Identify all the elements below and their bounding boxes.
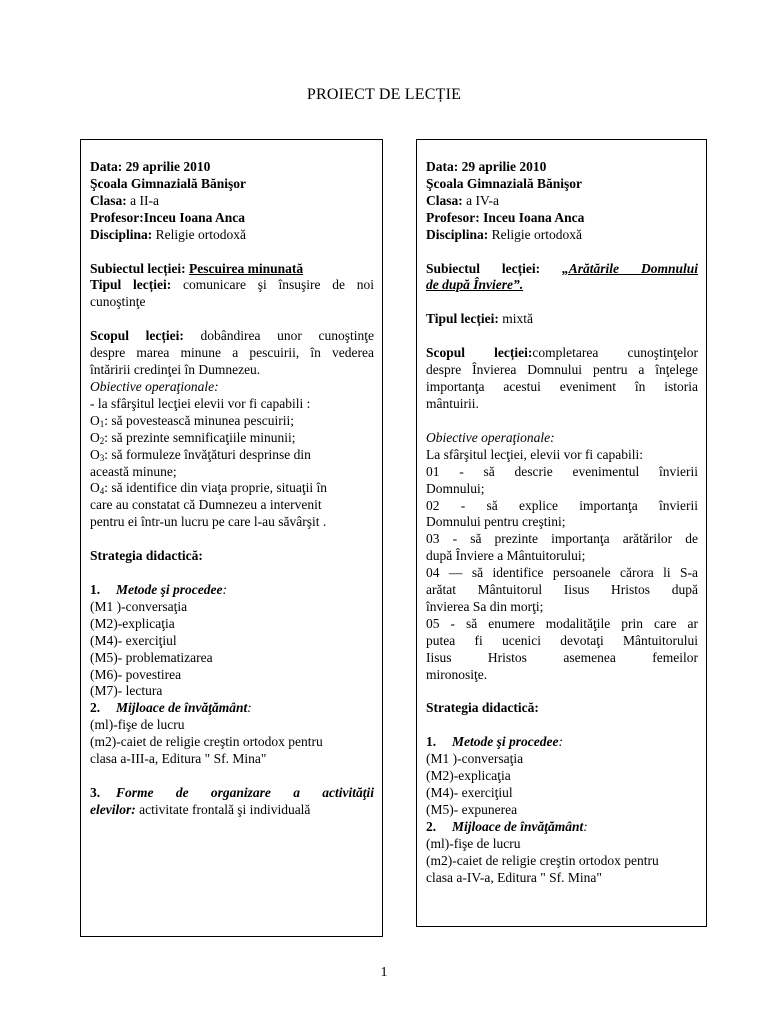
scope-line-3: întăririi credinţei în Dumnezeu. [90, 362, 261, 378]
subject-line: Subiectul lecției: Pescuirea minunată [90, 260, 304, 276]
discipline-line: Disciplina: Religie ortodoxă [90, 226, 246, 242]
lesson-plan-grade-2 [80, 139, 383, 937]
scope-line: Scopul lecției: dobândirea unor cunoştinţe [90, 328, 374, 344]
date-line: Data: 29 aprilie 2010 [90, 159, 211, 174]
means-item: (ml)-fişe de lucru [426, 835, 521, 851]
method-item: (M5)- expunerea [426, 802, 518, 817]
objective-o4: $O_4$: să identifice din viaţa proprie, situaţii în [90, 480, 327, 497]
objective-o1: $O_1$: să povestească minunea pescuirii; [90, 412, 294, 429]
type-line: Tipul lecției: comunicare şi însuşire de noi [90, 277, 375, 293]
strategy-heading: Strategia didactică: [90, 548, 203, 564]
means-item: clasa a-III-a, Editura " Sf. Mina" [90, 751, 267, 767]
school-line: Şcoala Gimnazială Bănişor [426, 175, 583, 191]
scope-line-3: importanţa acestui eveniment în istoria [426, 379, 698, 395]
teacher-line: Profesor:Inceu Ioana Anca [90, 209, 246, 225]
objectives-intro: - la sfârşitul lecţiei elevii vor fi capabili : [90, 395, 311, 411]
objectives-heading: Obiective operaţionale: [426, 429, 555, 445]
scope-line-4: mântuirii. [426, 395, 479, 411]
school-line: Şcoala Gimnazială Bănişor [90, 175, 247, 191]
discipline-line: Disciplina: Religie ortodoxă [426, 226, 582, 242]
objective-line: mironosiţe. [426, 666, 488, 682]
objective-line: 01 - să descrie evenimentul învierii [426, 463, 698, 479]
method-item: (M4)- exerciţiul [90, 632, 177, 648]
objective-o3: $O_3$: să formuleze învăţături desprinse din [90, 446, 311, 463]
objective-line: Iisus Hristos asemenea femeilor [426, 649, 698, 665]
method-item: (M2)-explicaţia [90, 615, 175, 631]
method-item: (M2)-explicaţia [426, 768, 511, 784]
subject-line-cont: de după Înviere”. [426, 277, 524, 293]
objective-line: 05 - să enumere modalităţile prin care ar [426, 615, 698, 631]
objective-o4-cont-2: pentru ei într-un lucru pe care l-au săvârşit . [90, 514, 327, 530]
objective-line: arătat Mântuitorul Iisus Hristos după [426, 582, 698, 598]
means-item: (m2)-caiet de religie creştin ortodox pentru [426, 852, 659, 868]
strategy-heading: Strategia didactică: [426, 700, 539, 716]
objectives-intro: La sfârşitul lecţiei, elevii vor fi capabili: [426, 446, 644, 462]
class-line: Clasa: a II-a [90, 192, 159, 208]
objective-o3-cont: această minune; [90, 463, 177, 479]
objective-line: învierea Sa din morţi; [426, 598, 544, 614]
objective-line: 03 - să prezinte importanţa arătărilor de [426, 531, 698, 547]
means-item: (m2)-caiet de religie creştin ortodox pentru [90, 734, 323, 750]
scope-line-2: despre marea minune a pescuirii, în vederea [90, 345, 374, 361]
method-item: (M6)- povestirea [90, 666, 182, 682]
objective-line: Domnului; [426, 480, 485, 496]
method-item: (M4)- exerciţiul [426, 785, 513, 801]
means-heading: 2. Mijloace de învăţământ: [426, 818, 588, 834]
method-item: (M1 )-conversaţia [90, 598, 188, 614]
objective-o2: $O_2$: să prezinte semnificaţiile minunii; [90, 429, 296, 446]
objective-line: putea fi ucenici devotaţi Mântuitorului [426, 632, 698, 648]
objective-line: după Înviere a Mântuitorului; [426, 548, 586, 564]
forms-heading: 3. Forme de organizare a activităţii [90, 785, 374, 800]
type-line-cont: cunoştinţe [90, 294, 146, 310]
method-item: (M1 )-conversaţia [426, 751, 524, 767]
objective-o4-cont: care au constatat că Dumnezeu a intervenit [90, 497, 322, 513]
means-heading: 2. Mijloace de învăţământ: [90, 700, 252, 716]
date-line: Data: 29 aprilie 2010 [426, 159, 547, 174]
means-item: (ml)-fişe de lucru [90, 717, 185, 733]
scope-line: Scopul lecției:completarea cunoştinţelor [426, 345, 698, 361]
means-item: clasa a-IV-a, Editura " Sf. Mina" [426, 869, 602, 885]
method-item: (M5)- problematizarea [90, 649, 213, 665]
method-item: (M7)- lectura [90, 683, 163, 699]
scope-line-2: despre Învierea Domnului pentru a înţelege [426, 362, 698, 378]
methods-heading: 1. Metode şi procedee: [426, 734, 563, 750]
teacher-line: Profesor: Inceu Ioana Anca [426, 209, 585, 225]
objective-line: 04 — să identifice persoanele cărora li S-a [426, 565, 698, 581]
forms-line: elevilor: activitate frontală şi individuală [90, 801, 311, 817]
lesson-plan-grade-4 [416, 139, 707, 927]
subject-line: Subiectul lecției: „Arătările Domnului [426, 260, 698, 276]
class-line: Clasa: a IV-a [426, 192, 499, 208]
objectives-heading: Obiective operaţionale: [90, 378, 219, 394]
objective-line: 02 - să explice importanţa învierii [426, 497, 698, 513]
page-title: PROIECT DE LECȚIE [306, 86, 462, 103]
page-number: 1 [380, 965, 388, 980]
type-line: Tipul lecției: mixtă [426, 311, 533, 327]
objective-line: Domnului pentru creştini; [426, 514, 566, 530]
methods-heading: 1. Metode şi procedee: [90, 582, 227, 598]
